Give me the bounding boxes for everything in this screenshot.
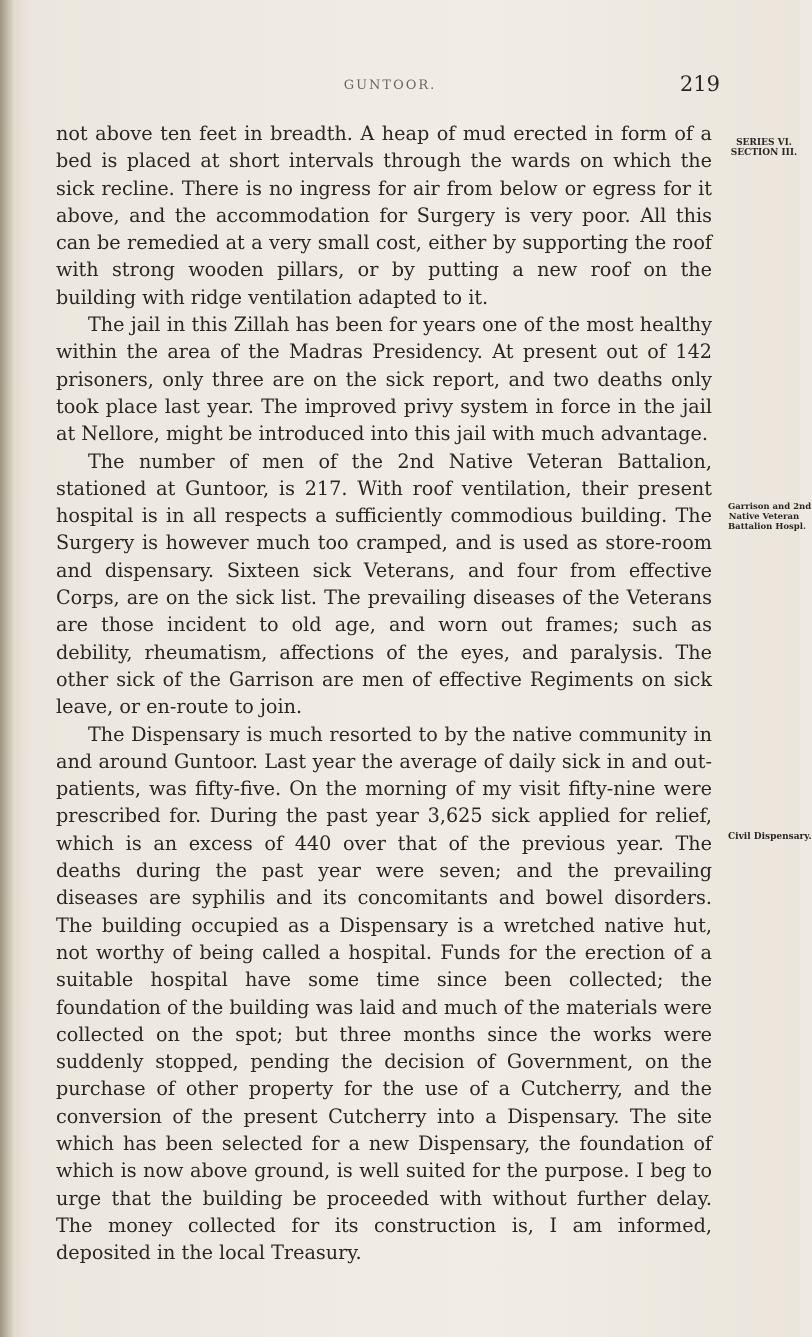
margin-note-garrison-line: Battalion Hospl.	[728, 522, 806, 532]
margin-note-series	[728, 138, 800, 158]
margin-note-dispensary-line: Civil Dispensary.	[728, 832, 812, 842]
margin-note-garrison-line: Native Veteran	[728, 512, 800, 522]
page-header	[60, 72, 720, 102]
paragraph-ward-description: not above ten feet in breadth. A heap of mud erected in form of a bed is placed at short intervals through the wards on which the sick recline. There is no ingress for air from below or egress for it above, and the accommodation for Surgery is very poor. All this can be remedied at a very small cost, either by supporting the roof with strong wooden pillars, or by putting a new roof on the building with ridge ventilation adapted to it.	[56, 122, 712, 309]
margin-note-series-line: SERIES VI.	[736, 138, 792, 148]
running-head: GUNTOOR.	[343, 78, 437, 93]
page-number: 219	[679, 72, 720, 96]
binding-gutter-shadow	[0, 0, 14, 1337]
margin-note-dispensary	[728, 832, 812, 842]
margin-note-section-line: SECTION III.	[730, 148, 798, 158]
paragraph-veteran-battalion: The number of men of the 2nd Native Veteran Battalion, stationed at Guntoor, is 217. With roof ventilation, their present hospital is in all respects a sufficiently commodious building. The Surgery is however much too cramped, and is used as store-room and dispensary. Sixteen sick Veterans, and four from effective Corps, are on the sick list. The prevailing diseases of the Veterans are those incident to old age, and worn out frames; such as debility, rheumatism, affections of the eyes, and paralysis. The other sick of the Garrison are men of effective Regiments on sick leave, or en-route to join.	[56, 449, 712, 719]
body-text	[56, 120, 712, 1266]
paragraph-jail: The jail in this Zillah has been for years one of the most healthy within the area of the Madras Presidency. At present out of 142 prisoners, only three are on the sick report, and two deaths only took place last year. The improved privy system in force in the jail at Nellore, might be introduced into this jail with much advantage.	[56, 313, 712, 446]
margin-note-garrison-line: Garrison and 2nd	[728, 502, 812, 512]
margin-note-garrison	[728, 502, 812, 532]
paragraph-dispensary: The Dispensary is much resorted to by the native community in and around Guntoor. Last year the average of daily sick in and out-patients, was fifty-five. On the morning of my visit fifty-nine were prescribed for. During the past year 3,625 sick applied for relief, which is an excess of 440 over that of the previous year. The deaths during the past year were seven; and the prevailing diseases are syphilis and its concomitants and bowel disorders. The building occupied as a Dispensary is a wretched native hut, not worthy of being called a hospital. Funds for the erection of a suitable hospital have some time since been collected; the foundation of the building was laid and much of the materials were collected on the spot; but three months since the works were suddenly stopped, pending the decision of Government, on the purchase of other property for the use of a Cutcherry, and the conversion of the present Cutcherry into a Dispensary. The site which has been selected for a new Dispensary, the foundation of which is now above ground, is well suited for the purpose. I beg to urge that the building be proceeded with without further delay. The money collected for its construction is, I am informed, deposited in the local Treasury.	[56, 722, 712, 1265]
